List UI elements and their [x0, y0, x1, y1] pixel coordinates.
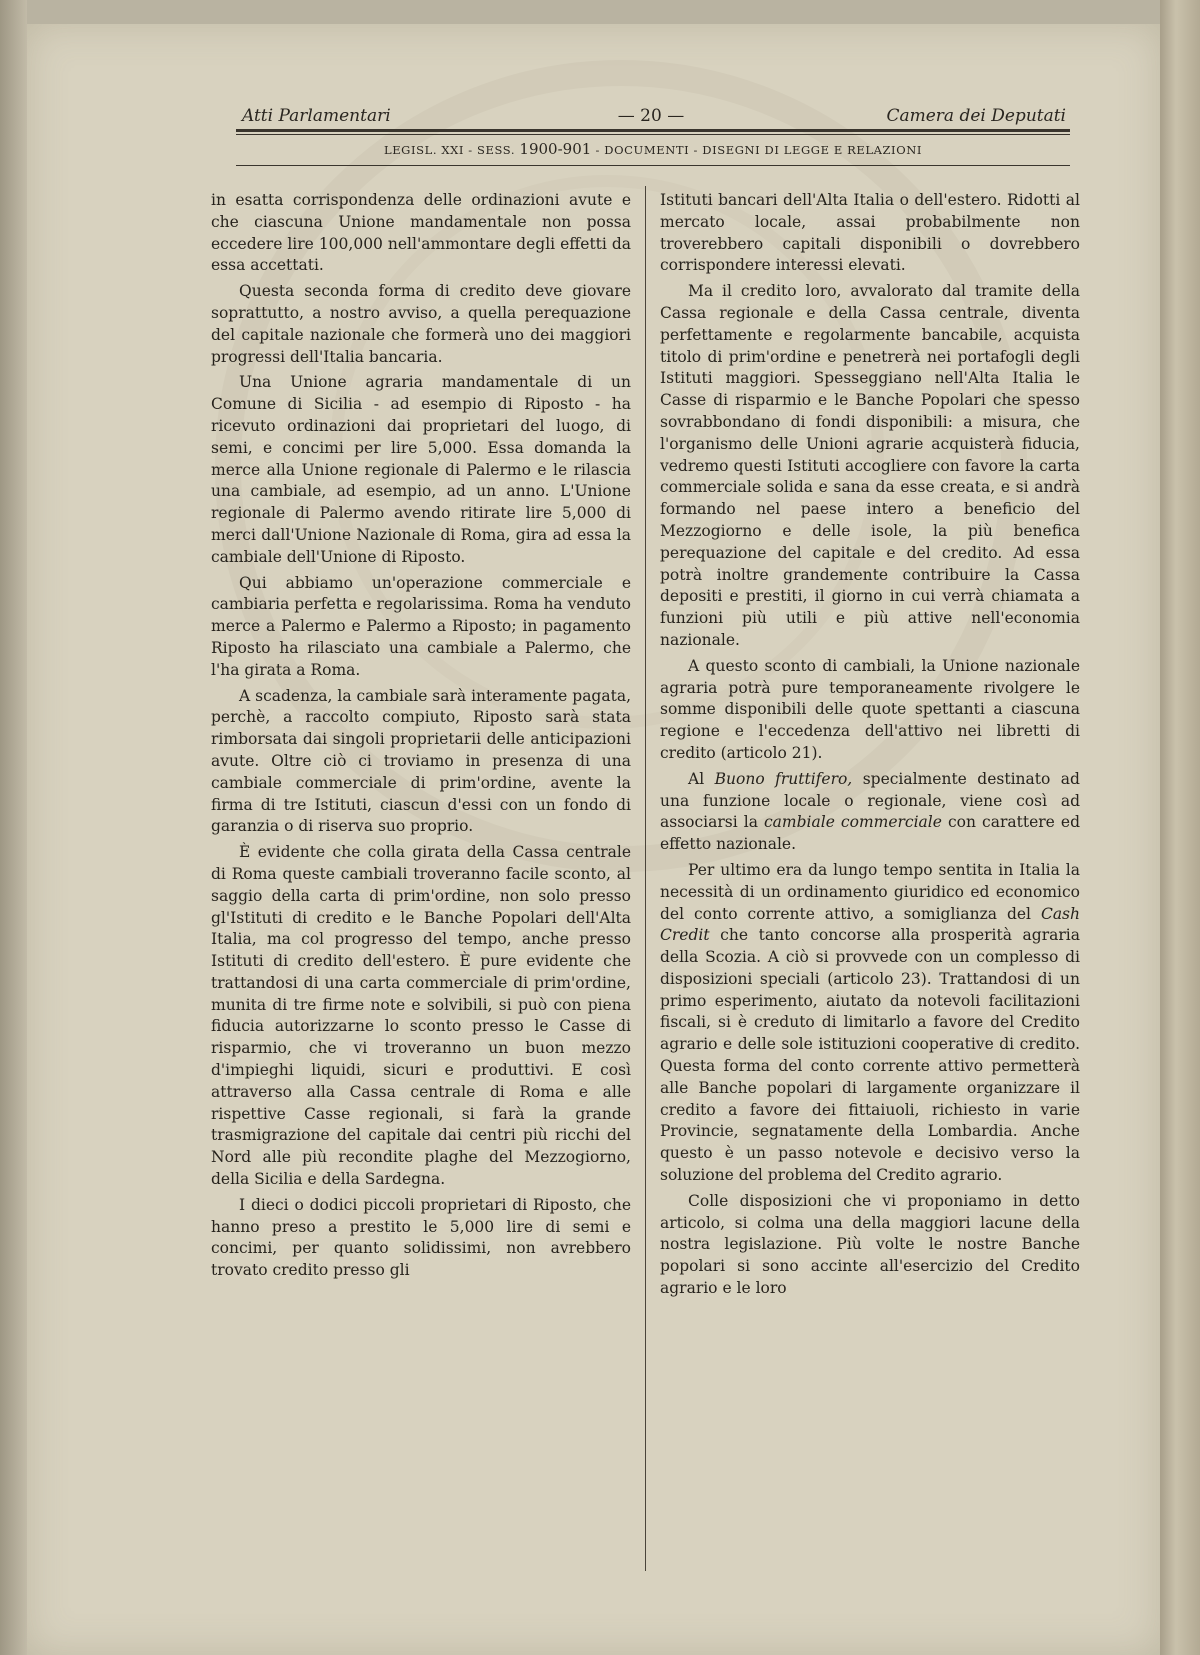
header-rule-thick	[236, 129, 1070, 132]
running-header	[236, 106, 1066, 128]
right-column	[660, 190, 1080, 1304]
column-divider	[645, 186, 646, 1571]
header-rule-thin	[236, 134, 1070, 135]
paragraph: Colle disposizioni che vi proponiamo in detto articolo, si colma una della maggiori lacune della nostra legislazione. Più volte le nostre Banche popolari si sono accinte all'esercizio del Credito agrario e le loro	[660, 1191, 1080, 1298]
paragraph: Istituti bancari dell'Alta Italia o dell'estero. Ridotti al mercato locale, assai probabilmente non troverebbero capitali disponibili o dovrebbero corrispondere interessi elevati.	[660, 191, 1080, 275]
paragraph: A questo sconto di cambiali, la Unione nazionale agraria potrà pure temporaneamente rivolgere le somme disponibili delle quote spettanti a ciascuna regione e l'eccedenza dell'attivo nei libretti di credito (articolo 21).	[660, 656, 1080, 762]
paragraph: È evidente che colla girata della Cassa centrale di Roma queste cambiali troveranno facile sconto, al saggio della carta di prim'ordine, non solo presso gl'Istituti di credito e le Banche Popolari dell'Alta Italia, ma col progresso del tempo, anche presso Istituti di credito dell'estero. È pure evidente che trattandosi di una carta commerciale di prim'ordine, munita di tre firme note e solvibili, si può con piena fiducia autorizzarne lo sconto presso le Casse di risparmio, che vi troveranno un buon mezzo d'impieghi liquidi, sicuri e produttivi. E così attraverso alla Cassa centrale di Roma e alle rispettive Casse regionali, si farà la grande trasmigrazione del capitale dai centri più ricchi del Nord alle più recondite plaghe del Mezzogiorno, della Sicilia e della Sardegna.	[211, 843, 631, 1189]
paragraph: in esatta corrispondenza delle ordinazioni avute e che ciascuna Unione mandamentale non possa eccedere lire 100,000 nell'ammontare degli effetti da essa accettati.	[211, 191, 631, 275]
paragraph	[660, 860, 1080, 1187]
paragraph	[660, 769, 1080, 856]
subheader-years: 1900-901	[519, 140, 592, 158]
paragraph: A scadenza, la cambiale sarà interamente pagata, perchè, a raccolto compiuto, Riposto sarà stata rimborsata dai singoli proprietarii delle anticipazioni avute. Oltre ciò ci troviamo in presenza di una cambiale commerciale di prim'ordine, avente la firma di tre Istituti, ciascun d'essi con un fondo di garanzia o di riserva suo proprio.	[211, 686, 631, 836]
text-run: che tanto concorse alla prosperità agraria della Scozia. A ciò si provvede con un complesso di disposizioni speciali (articolo 23). Trattandosi di un primo esperimento, aiutato da notevoli facilitazioni fiscali, si è creduto di limitarlo a favore del Credito agrario e delle sole istituzioni cooperative di credito. Questa forma del conto corrente attivo permetterà alle Banche popolari di largamente organizzare il credito a favore dei fittaiuoli, richiesto in varie Provincie, segnatamente della Lombardia. Anche questo è un passo notevole e decisivo verso la soluzione del problema del Credito agrario.	[660, 926, 1080, 1185]
italic-term: cambiale commerciale	[764, 813, 942, 832]
header-left: Atti Parlamentari	[242, 106, 391, 126]
subheader-prefix: LEGISL. XXI - SESS.	[383, 143, 516, 157]
text-run: con carattere ed effetto nazionale.	[660, 813, 1080, 854]
italic-term: Cash Credit	[660, 904, 1080, 945]
paragraph: Una Unione agraria mandamentale di un Comune di Sicilia - ad esempio di Riposto - ha ricevuto ordinazioni dai proprietari del luogo, di semi, e concimi per lire 5,000. Essa domanda la merce alla Unione regionale di Palermo e le rilascia una cambiale, ad esempio, ad un anno. L'Unione regionale di Palermo avendo ritirate lire 5,000 di merci dall'Unione Nazionale di Roma, gira ad essa la cambiale dell'Unione di Riposto.	[211, 373, 631, 566]
paragraph: Questa seconda forma di credito deve giovare soprattutto, a nostro avviso, a quella perequazione del capitale nazionale che formerà uno dei maggiori progressi dell'Italia bancaria.	[211, 282, 631, 366]
header-right: Camera dei Deputati	[886, 106, 1066, 126]
page-number: — 20 —	[617, 106, 685, 126]
subheader-suffix: - DOCUMENTI - DISEGNI DI LEGGE E RELAZIONI	[595, 143, 923, 157]
adjacent-page-edge	[1160, 0, 1200, 1655]
left-column	[211, 190, 631, 1286]
text-run: Al	[688, 769, 705, 788]
paragraph: Ma il credito loro, avvalorato dal tramite della Cassa regionale e della Cassa centrale, diventa perfettamente e regolarmente bancabile, acquista titolo di prim'ordine e penetrerà nei portafogli degli Istituti maggiori. Spesseggiano nell'Alta Italia le Casse di risparmio e le Banche Popolari che spesso sovrabbondano di fondi disponibili: a misura, che l'organismo delle Unioni agrarie acquisterà fiducia, vedremo questi Istituti accogliere con favore la carta commerciale solida e sana da esse creata, e si andrà formando nel paese intero a beneficio del Mezzogiorno e delle isole, la più benefica perequazione del capitale e del credito. Ad essa potrà inoltre grandemente contribuire la Cassa depositi e prestiti, il giorno in cui verrà chiamata a funzioni più utili e più attive nell'economia nazionale.	[660, 282, 1080, 649]
subheader-rule	[236, 165, 1070, 166]
text-run: Per ultimo era da lungo tempo sentita in Italia la necessità di un ordinamento giuridico ed economico del conto corrente attivo, a somiglianza del	[660, 860, 1080, 923]
paragraph: Qui abbiamo un'operazione commerciale e cambiaria perfetta e regolarissima. Roma ha venduto merce a Palermo e Palermo a Riposto; in pagamento Riposto ha rilasciato una cambiale a Palermo, che l'ha girata a Roma.	[211, 573, 631, 679]
book-fold	[0, 0, 27, 1655]
italic-term: Buono fruttifero,	[714, 769, 853, 788]
legislature-subheader	[236, 140, 1070, 158]
text-run: specialmente destinato ad una funzione locale o regionale, viene così ad associarsi la	[660, 769, 1080, 832]
paragraph: I dieci o dodici piccoli proprietari di Riposto, che hanno preso a prestito le 5,000 lire di semi e concimi, per quanto solidissimi, non avrebbero trovato credito presso gli	[211, 1195, 631, 1280]
